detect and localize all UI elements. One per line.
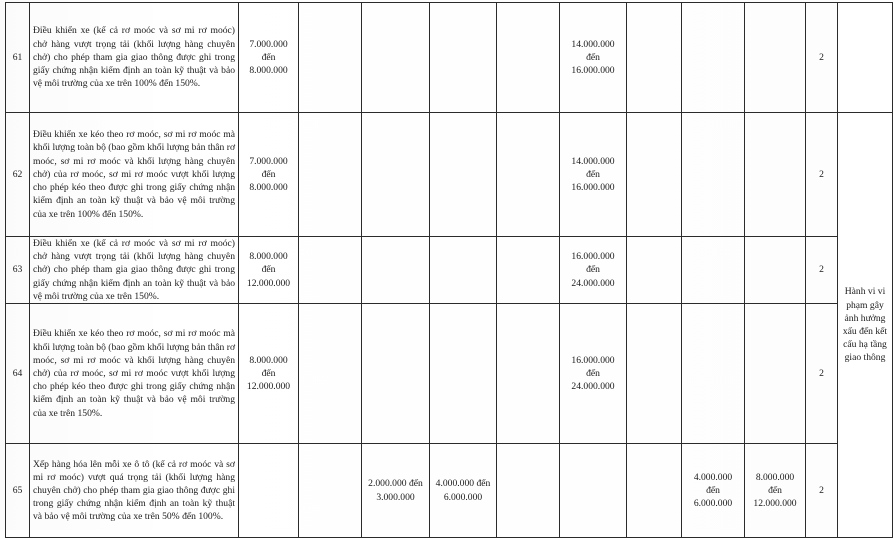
empty-cell [299,3,362,113]
empty-cell [430,237,497,304]
table-row [6,304,893,444]
empty-cell [497,237,560,304]
empty-cell [745,237,806,304]
violation-description: Điều khiển xe (kể cả rơ moóc và sơ mi rơ moóc) chở hàng vượt trọng tải (khối lượng hàng chuyên chở) cho phép tham gia giao thông được ghi trong giấy chứng nhận kiểm định an toàn kỹ thuật và bảo vệ môi trường của xe trên 150%. [30,237,239,304]
fine-loader-org: 4.000.000 đến 6.000.000 [682,444,745,538]
license-points: 2 [806,237,838,304]
empty-cell [239,444,299,538]
fine-organization: 16.000.000 đến 24.000.000 [560,304,627,444]
fine-driver: 8.000.000 đến 12.000.000 [239,237,299,304]
empty-cell [627,113,682,237]
empty-cell [362,3,430,113]
row-number: 64 [6,304,30,444]
fine-driver: 7.000.000 đến 8.000.000 [239,3,299,113]
empty-cell [682,237,745,304]
empty-cell [362,113,430,237]
empty-cell [299,304,362,444]
table-row [6,3,893,113]
license-points: 2 [806,304,838,444]
license-points: 2 [806,444,838,538]
empty-cell [682,113,745,237]
empty-cell [430,113,497,237]
license-points: 2 [806,3,838,113]
empty-cell [362,304,430,444]
fine-loader-org-max: 8.000.000 đến 12.000.000 [745,444,806,538]
violation-description: Điều khiển xe (kể cả rơ moóc và sơ mi rơ moóc) chở hàng vượt trọng tải (khối lượng hàng chuyên chở) cho phép tham gia giao thông được ghi trong giấy chứng nhận kiểm định an toàn kỹ thuật và bảo vệ môi trường của xe trên 100% đến 150%. [30,3,239,113]
empty-cell [745,304,806,444]
violation-description: Điều khiển xe kéo theo rơ moóc, sơ mi rơ moóc mà khối lượng toàn bộ (bao gồm khối lượng bản thân rơ moóc, sơ mi rơ moóc và khối lượng hàng chuyên chở) của rơ moóc, sơ mi rơ moóc vượt khối lượng cho phép kéo theo được ghi trong giấy chứng nhận kiểm định an toàn kỹ thuật và bảo vệ môi trường của xe trên 100% đến 150%. [30,113,239,237]
empty-cell [497,444,560,538]
empty-cell [682,3,745,113]
empty-cell [497,3,560,113]
empty-cell [627,237,682,304]
empty-cell [627,3,682,113]
empty-cell [299,444,362,538]
fine-driver: 8.000.000 đến 12.000.000 [239,304,299,444]
fine-loader-person-max: 4.000.000 đến 6.000.000 [430,444,497,538]
group-note: Hành vi vi phạm gây ảnh hưởng xấu đến kết cấu hạ tầng giao thông [838,113,893,538]
empty-cell [745,113,806,237]
violation-description: Xếp hàng hóa lên mỗi xe ô tô (kể cả rơ moóc và sơ mi rơ moóc) vượt quá trọng tải (khối lượng hàng chuyên chở) cho phép tham gia giao thông được ghi trong giấy chứng nhận kiểm định an toàn kỹ thuật và bảo vệ môi trường của xe trên 50% đến 100%. [30,444,239,538]
row-number: 63 [6,237,30,304]
empty-cell [362,237,430,304]
empty-cell [299,113,362,237]
penalty-table [5,2,893,538]
empty-cell [838,3,893,113]
license-points: 2 [806,113,838,237]
table-row [6,444,893,538]
row-number: 65 [6,444,30,538]
fine-organization: 16.000.000 đến 24.000.000 [560,237,627,304]
empty-cell [745,3,806,113]
fine-organization: 14.000.000 đến 16.000.000 [560,113,627,237]
empty-cell [497,113,560,237]
table-row [6,237,893,304]
empty-cell [627,304,682,444]
table-row [6,113,893,237]
empty-cell [560,444,627,538]
empty-cell [497,304,560,444]
row-number: 61 [6,3,30,113]
fine-organization: 14.000.000 đến 16.000.000 [560,3,627,113]
empty-cell [430,304,497,444]
empty-cell [627,444,682,538]
row-number: 62 [6,113,30,237]
empty-cell [299,237,362,304]
empty-cell [682,304,745,444]
fine-driver: 7.000.000 đến 8.000.000 [239,113,299,237]
fine-loader-person: 2.000.000 đến 3.000.000 [362,444,430,538]
empty-cell [430,3,497,113]
violation-description: Điều khiển xe kéo theo rơ moóc, sơ mi rơ moóc mà khối lượng toàn bộ (bao gồm khối lượng bản thân rơ moóc, sơ mi rơ moóc và khối lượng hàng chuyên chở) của rơ moóc, sơ mi rơ moóc vượt khối lượng cho phép kéo theo được ghi trong giấy chứng nhận kiểm định an toàn kỹ thuật và bảo vệ môi trường của xe trên 150%. [30,304,239,444]
